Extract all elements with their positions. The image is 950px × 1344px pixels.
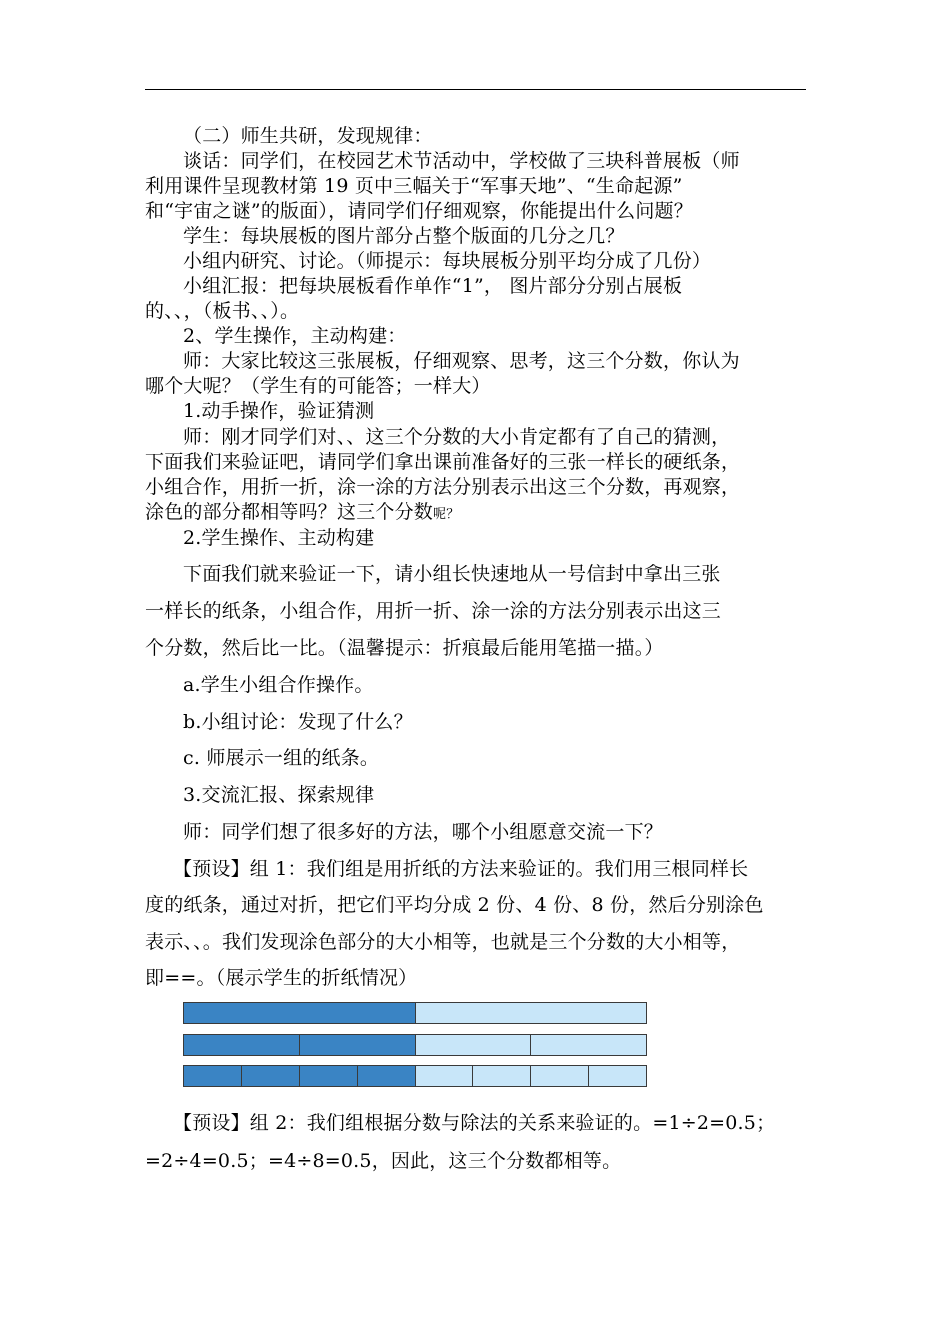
shaded-segment xyxy=(242,1066,300,1086)
paragraph-line: 下面我们来验证吧，请同学们拿出课前准备好的三张一样长的硬纸条， xyxy=(145,451,741,473)
shaded-segment xyxy=(300,1066,358,1086)
section-heading: 1.动手操作，验证猜测 xyxy=(183,400,375,422)
list-item: a.学生小组合作操作。 xyxy=(183,674,374,696)
unshaded-segment xyxy=(473,1066,531,1086)
paragraph-line: 学生：每块展板的图片部分占整个版面的几分之几？ xyxy=(183,225,625,247)
paragraph-line: 【预设】组 2：我们组根据分数与除法的关系来验证的。=1÷2=0.5； xyxy=(173,1112,776,1134)
unshaded-segment xyxy=(531,1066,589,1086)
paragraph-line: 小组汇报：把每块展板看作单作“1”， 图片部分分别占展板 xyxy=(183,275,683,297)
paragraph-line: 小组合作，用折一折，涂一涂的方法分别表示出这三个分数，再观察， xyxy=(145,476,741,498)
section-heading: （二）师生共研，发现规律： xyxy=(183,125,433,147)
paragraph-line: 表示、、。我们发现涂色部分的大小相等，也就是三个分数的大小相等， xyxy=(145,931,741,953)
paragraph-line: 谈话：同学们，在校园艺术节活动中，学校做了三块科普展板（师 xyxy=(183,150,740,172)
paragraph-line: 的、、，（板书、、）。 xyxy=(145,300,300,322)
section-heading: 2.学生操作、主动构建 xyxy=(183,527,375,549)
paper-strip-eighths xyxy=(183,1065,647,1087)
paragraph-line: 即==。（展示学生的折纸情况） xyxy=(145,967,418,989)
unshaded-segment xyxy=(589,1066,646,1086)
paragraph-suffix: 呢？ xyxy=(433,507,460,522)
paragraph-line: 个分数，然后比一比。（温馨提示：折痕最后能用笔描一描。） xyxy=(145,637,664,659)
shaded-segment xyxy=(184,1003,416,1023)
unshaded-segment xyxy=(531,1035,646,1055)
paragraph-line: 师：同学们想了很多好的方法，哪个小组愿意交流一下？ xyxy=(183,821,664,843)
paragraph-line: 和“宇宙之谜”的版面），请同学们仔细观察，你能提出什么问题？ xyxy=(145,200,693,222)
unshaded-segment xyxy=(416,1003,647,1023)
header-rule xyxy=(145,89,806,90)
list-item: b.小组讨论：发现了什么？ xyxy=(183,711,413,733)
paragraph-line: 度的纸条，通过对折，把它们平均分成 2 份、4 份、8 份，然后分别涂色 xyxy=(145,894,764,916)
shaded-segment xyxy=(300,1035,416,1055)
shaded-segment xyxy=(358,1066,416,1086)
section-heading: 2、学生操作，主动构建： xyxy=(183,325,407,347)
shaded-segment xyxy=(184,1066,242,1086)
paragraph-line: =2÷4=0.5；=4÷8=0.5，因此，这三个分数都相等。 xyxy=(145,1150,622,1172)
paragraph-line: 哪个大呢？（学生有的可能答；一样大） xyxy=(145,375,491,397)
unshaded-segment xyxy=(416,1066,474,1086)
list-item: c. 师展示一组的纸条。 xyxy=(183,747,380,769)
paper-strip-halves xyxy=(183,1002,647,1024)
shaded-segment xyxy=(184,1035,300,1055)
paragraph-line: 一样长的纸条，小组合作，用折一折、涂一涂的方法分别表示出这三 xyxy=(145,600,722,622)
paper-strip-quarters xyxy=(183,1034,647,1056)
paragraph-line xyxy=(145,500,459,527)
paragraph-line: 师：大家比较这三张展板，仔细观察、思考，这三个分数，你认为 xyxy=(183,350,740,372)
section-heading: 3.交流汇报、探索规律 xyxy=(183,784,375,806)
paragraph-line: 师：刚才同学们对、、这三个分数的大小肯定都有了自己的猜测， xyxy=(183,426,731,448)
paragraph-line: 【预设】组 1：我们组是用折纸的方法来验证的。我们用三根同样长 xyxy=(173,858,749,880)
unshaded-segment xyxy=(416,1035,532,1055)
paragraph-line: 利用课件呈现教材第 19 页中三幅关于“军事天地”、“生命起源” xyxy=(145,175,683,197)
paragraph-line: 下面我们就来验证一下，请小组长快速地从一号信封中拿出三张 xyxy=(183,563,721,585)
paragraph-line: 小组内研究、讨论。（师提示：每块展板分别平均分成了几份） xyxy=(183,250,712,272)
paragraph-text: 涂色的部分都相等吗？这三个分数 xyxy=(145,501,434,523)
